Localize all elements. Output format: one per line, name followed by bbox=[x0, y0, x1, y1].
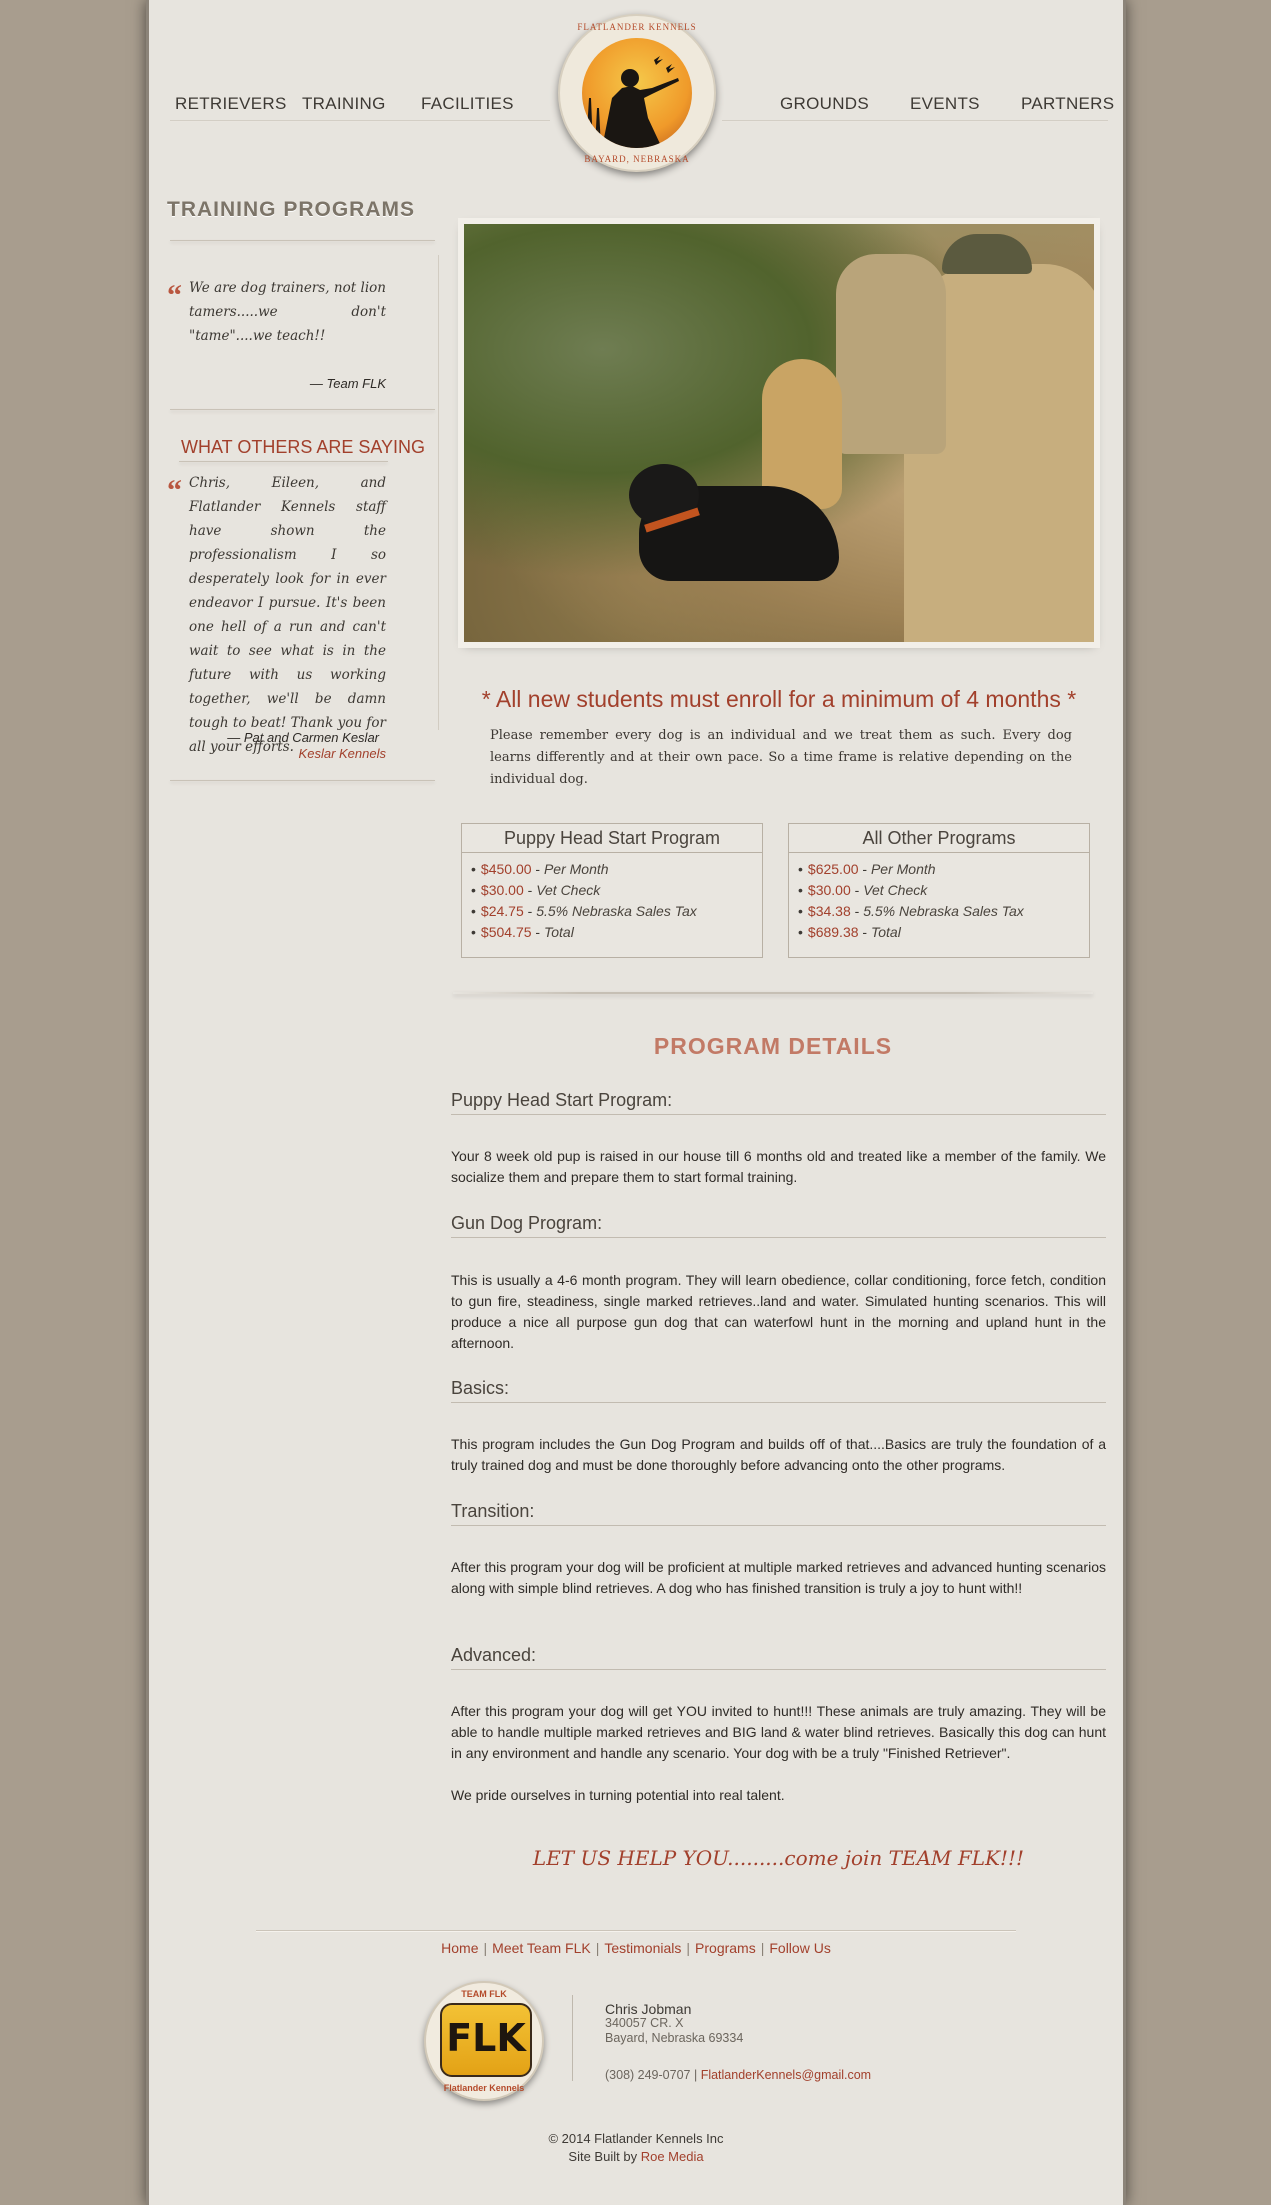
hunter-figure bbox=[836, 254, 946, 454]
other-programs-pricing bbox=[788, 823, 1090, 958]
roe-media-link[interactable]: Roe Media bbox=[640, 2149, 704, 2164]
contact-email-link[interactable]: FlatlanderKennels@gmail.com bbox=[700, 2068, 872, 2082]
contact-phone: (308) 249-0707 bbox=[605, 2068, 691, 2082]
logo-text-bottom: BAYARD, NEBRASKA bbox=[584, 154, 690, 164]
nav-retrievers[interactable]: RETRIEVERS bbox=[175, 94, 287, 113]
nav-grounds[interactable]: GROUNDS bbox=[780, 94, 869, 113]
badge-top-text: TEAM FLK bbox=[461, 1989, 507, 1999]
section-divider bbox=[453, 992, 1093, 994]
contact-phone-email: (308) 249-0707 | FlatlanderKennels@gmail.com bbox=[605, 2068, 872, 2082]
price-row: • $625.00 - Per Month bbox=[798, 861, 936, 877]
testimonial-quote: Chris, Eileen, and Flatlander Kennels staff have shown the professionalism I so desperately look for in ever endeavor I pursue. It's been one hell of a run and can't wait to see what is in the future with us working together, we'll be damn tough to beat! Thank you for all your efforts. bbox=[189, 475, 386, 755]
hunter-hat bbox=[942, 234, 1032, 274]
section-heading: Basics: bbox=[451, 1378, 1106, 1403]
sidebar-divider bbox=[170, 240, 435, 241]
quote-icon: “ bbox=[167, 474, 182, 507]
sidebar-divider bbox=[170, 409, 435, 410]
quote-icon: “ bbox=[167, 279, 182, 312]
section-heading: Gun Dog Program: bbox=[451, 1213, 1106, 1238]
price-row: • $30.00 - Vet Check bbox=[471, 882, 601, 898]
section-heading: Advanced: bbox=[451, 1645, 1106, 1670]
section-body: After this program your dog will get YOU invited to hunt!!! These animals are truly amazing. They will be able to handle multiple marked retrieves and BIG land & water blind retrieves. Basically this dog can hunt in any environment and handle any scenario. Your dog with be a truly "Finished Retriever". bbox=[451, 1703, 1106, 1761]
footer-link-home[interactable]: Home bbox=[441, 1940, 479, 1956]
testimonials-heading: WHAT OTHERS ARE SAYING bbox=[181, 437, 426, 457]
enroll-description: Please remember every dog is an individual and we treat them as such. Every dog learns differently and at their own pace. So a time frame is relative depending on the individual dog. bbox=[490, 728, 1072, 787]
nav-events[interactable]: EVENTS bbox=[910, 94, 980, 113]
hunter-silhouette-icon bbox=[582, 38, 692, 148]
team-quote-attribution: — Team FLK bbox=[309, 376, 386, 391]
contact-name: Chris Jobman bbox=[605, 2001, 692, 2017]
section-heading: Transition: bbox=[451, 1501, 1106, 1526]
copyright-text: © 2014 Flatlander Kennels Inc bbox=[548, 2131, 724, 2146]
nav-training[interactable]: TRAINING bbox=[302, 94, 386, 113]
price-row: • $504.75 - Total bbox=[471, 924, 574, 940]
logo-text-top: FLATLANDER KENNELS bbox=[577, 22, 697, 32]
sidebar-divider bbox=[170, 780, 435, 781]
price-row: • $24.75 - 5.5% Nebraska Sales Tax bbox=[471, 903, 697, 919]
footer-divider bbox=[256, 1930, 1016, 1931]
price-row: • $689.38 - Total bbox=[798, 924, 901, 940]
section-body: Your 8 week old pup is raised in our house till 6 months old and treated like a member of the family. We socialize them and prepare them to start formal training. bbox=[451, 1148, 1106, 1185]
call-to-action: LET US HELP YOU.........come join TEAM FLK!!! bbox=[532, 1846, 1025, 1870]
price-row: • $34.38 - 5.5% Nebraska Sales Tax bbox=[798, 903, 1024, 919]
badge-bottom-text: Flatlander Kennels bbox=[443, 2083, 525, 2093]
footer-link-team[interactable]: Meet Team FLK bbox=[492, 1940, 591, 1956]
contact-address-line1: 340057 CR. X bbox=[605, 2016, 684, 2030]
pricing-title: Puppy Head Start Program bbox=[462, 824, 762, 853]
section-heading: Puppy Head Start Program: bbox=[451, 1090, 1106, 1115]
badge-emblem: FLK bbox=[440, 2003, 532, 2077]
section-body: This program includes the Gun Dog Program and builds off of that....Basics are truly the foundation of a truly trained dog and must be done thoroughly before advancing onto the other programs. bbox=[451, 1436, 1106, 1473]
sidebar-rule bbox=[438, 255, 439, 730]
sidebar-divider bbox=[179, 461, 388, 462]
section-body: After this program your dog will be proficient at multiple marked retrieves and advanced hunting scenarios along with simple blind retrieves. A dog who has finished transition is truly a joy to hunt with!! bbox=[451, 1559, 1106, 1596]
pricing-title: All Other Programs bbox=[789, 824, 1089, 853]
closing-statement: We pride ourselves in turning potential into real talent. bbox=[451, 1787, 785, 1803]
footer-separator bbox=[572, 1995, 573, 2081]
site-credit: Site Built by Roe Media bbox=[568, 2149, 704, 2164]
page-container bbox=[146, 0, 1126, 2205]
nav-facilities[interactable]: FACILITIES bbox=[421, 94, 514, 113]
puppy-program-pricing bbox=[461, 823, 763, 958]
team-quote: We are dog trainers, not lion tamers.....we don't "tame"....we teach!! bbox=[189, 280, 386, 344]
hero-photo bbox=[464, 224, 1094, 642]
program-details-title: PROGRAM DETAILS bbox=[653, 1033, 893, 1059]
team-flk-badge bbox=[424, 1981, 544, 2101]
copyright bbox=[146, 2130, 1126, 2166]
contact-address-line2: Bayard, Nebraska 69334 bbox=[605, 2031, 744, 2045]
enroll-notice: * All new students must enroll for a minimum of 4 months * bbox=[481, 686, 1077, 712]
footer-link-testimonials[interactable]: Testimonials bbox=[604, 1940, 682, 1956]
footer-link-follow[interactable]: Follow Us bbox=[769, 1940, 831, 1956]
testimonial-attribution: — Pat and Carmen Keslar bbox=[227, 730, 379, 745]
nav-divider-left bbox=[170, 120, 550, 122]
nav-partners[interactable]: PARTNERS bbox=[1021, 94, 1115, 113]
section-body: This is usually a 4-6 month program. They will learn obedience, collar conditioning, force fetch, condition to gun fire, steadiness, single marked retrieves..land and water. Simulated hunting scenarios. This will produce a nice all purpose gun dog that can waterfowl hunt in the morning and upland hunt in the afternoon. bbox=[451, 1272, 1106, 1351]
footer-link-programs[interactable]: Programs bbox=[695, 1940, 756, 1956]
price-row: • $450.00 - Per Month bbox=[471, 861, 609, 877]
sidebar-title: TRAINING PROGRAMS bbox=[167, 198, 415, 221]
site-logo[interactable] bbox=[558, 14, 716, 172]
footer-links: Home | Meet Team FLK | Testimonials | Programs | Follow Us bbox=[441, 1940, 831, 1956]
nav-divider-right bbox=[722, 120, 1108, 122]
keslar-kennels-link[interactable]: Keslar Kennels bbox=[298, 746, 386, 761]
logo-emblem bbox=[582, 38, 692, 148]
price-row: • $30.00 - Vet Check bbox=[798, 882, 928, 898]
